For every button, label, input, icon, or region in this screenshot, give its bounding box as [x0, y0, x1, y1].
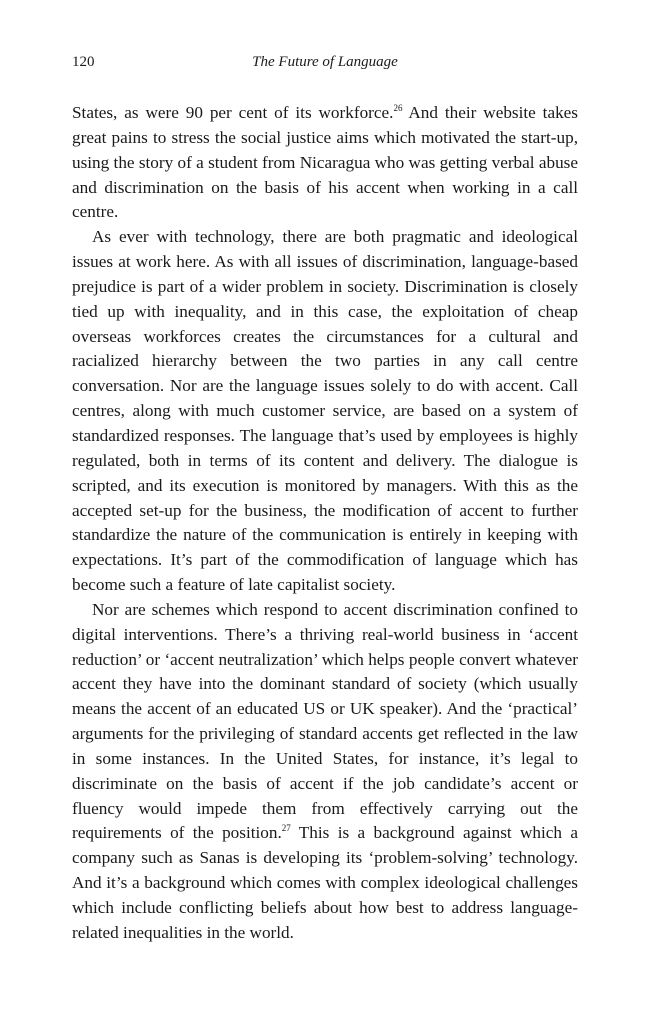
paragraph-text: States, as were 90 per cent of its workforce. — [72, 103, 394, 122]
paragraph-text: And their website takes great pains to stress the social justice aims which motivated the start-up, using the story of a student from Nicaragua who was getting verbal abuse and discrimination on the basis of his accent when working in a call centre. — [72, 103, 578, 222]
book-title: The Future of Language — [252, 54, 398, 70]
footnote-marker: 27 — [281, 823, 291, 834]
footnote-marker: 26 — [393, 103, 403, 113]
paragraph-text: Nor are schemes which respond to accent discrimination confined to digital interventions. There’s a thriving real-world business in ‘accent reduction’ or ‘accent neutralization’ which helps people convert whatever accent they have into the dominant standard of society (which usually means the accent of an educated US or UK speaker). And the ‘practical’ arguments for the privileging of standard accents get reflected in the law in some instances. In the United States, for instance, it’s legal to discriminate on the basis of accent if the job candidate’s accent or fluency would impede them from effectively carrying out the requirements of the position. — [72, 599, 578, 843]
paragraph-continued — [72, 101, 578, 225]
running-head — [72, 52, 578, 74]
paragraph: As ever with technology, there are both pragmatic and ideological issues at work here. As with all issues of discrimination, language-based prejudice is part of a wider problem in society. Discrimination is closely tied up with inequality, and in this case, the exploitation of cheap overseas workforces creates the circumstances for a cultural and racialized hierarchy between the two parties in any call centre conversation. Nor are the language issues solely to do with accent. Call centres, along with much customer service, are based on a system of standardized responses. The language that’s used by employees is highly regulated, both in terms of its content and delivery. The dialogue is scripted, and its execution is monitored by managers. With this as the accepted set-up for the business, the modification of accent to further standardize the nature of the communication is entirely in keeping with expectations. It’s part of the commodification of language which has become such a feature of late capitalist society. — [72, 227, 578, 595]
paragraph — [72, 598, 578, 946]
body-text — [72, 101, 578, 946]
page-number: 120 — [72, 54, 95, 70]
paragraph-text: This is a background against which a company such as Sanas is developing its ‘problem-solving’ technology. And it’s a background which comes with complex ideological challenges which include conflicting beliefs about how best to address language-related inequalities in the world. — [72, 823, 578, 942]
